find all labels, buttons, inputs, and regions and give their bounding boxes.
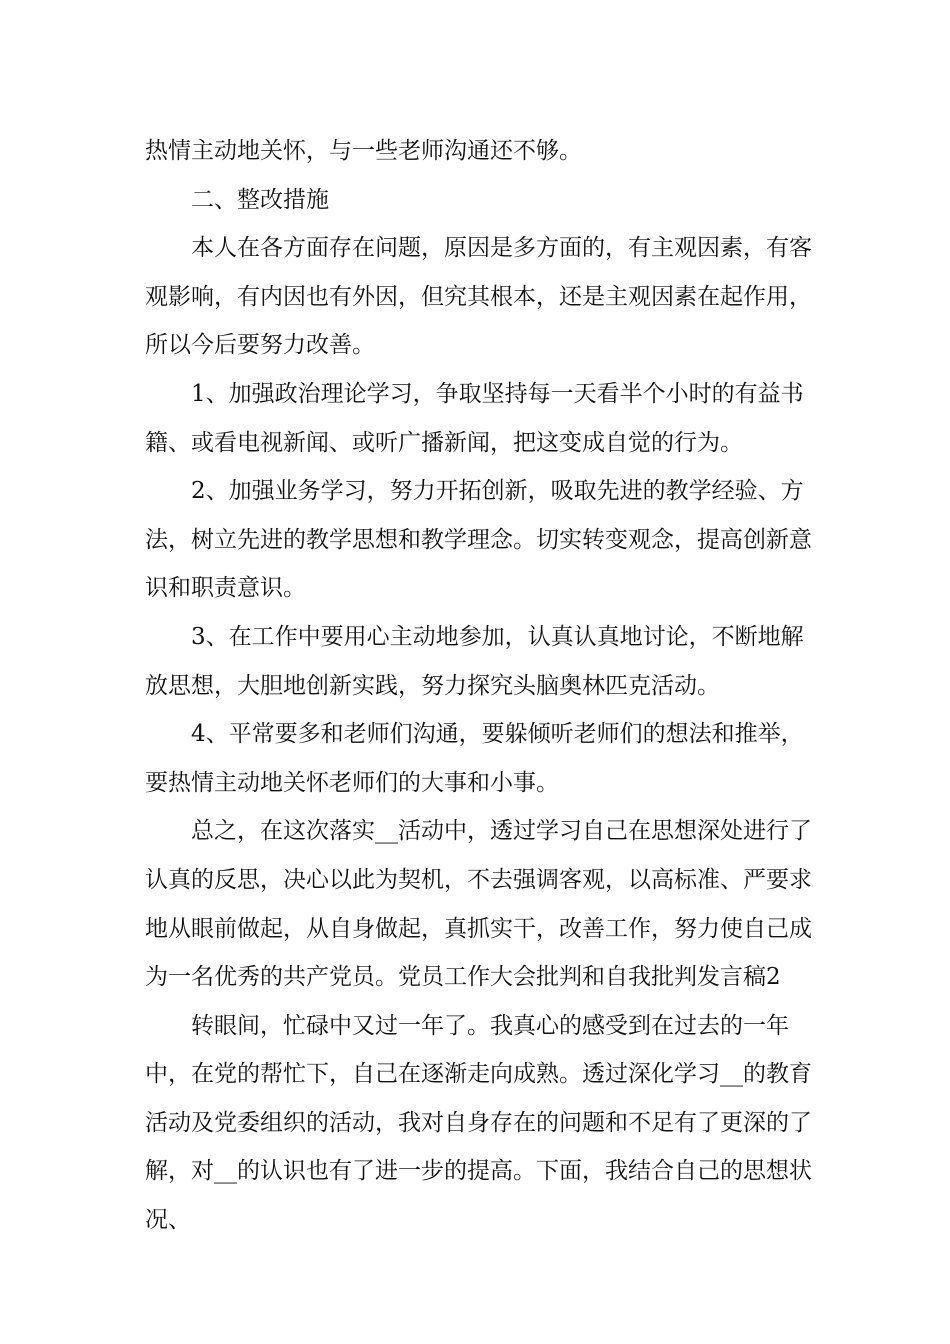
paragraph-measure-3: 3、在工作中要用心主动地参加，认真认真地讨论，不断地解放思想，大胆地创新实践，努力探究头脑奥林匹克活动。	[145, 623, 804, 699]
section-heading-rectification-measures: 二、整改措施	[191, 186, 329, 213]
document-body	[145, 127, 825, 1245]
paragraph-continuation: 热情主动地关怀，与一些老师沟通还不够。	[145, 138, 582, 164]
paragraph-measure-2: 2、加强业务学习，努力开拓创新，吸取先进的教学经验、方法，树立先进的教学思想和教学理念。切实转变观念，提高创新意识和职责意识。	[145, 478, 812, 602]
paragraph-causes: 本人在各方面存在问题，原因是多方面的，有主观因素，有客观影响，有内因也有外因，但究其根本，还是主观因素在起作用，所以今后要努力改善。	[145, 235, 812, 359]
paragraph-speech-2-intro: 转眼间，忙碌中又过一年了。我真心的感受到在过去的一年中，在党的帮忙下，自己在逐渐走向成熟。透过深化学习__的教育活动及党委组织的活动，我对自身存在的问题和不足有了更深的了解，对__的认识也有了进一步的提高。下面，我结合自己的思想状况、	[145, 1012, 812, 1234]
paragraph-measure-4: 4、平常要多和老师们沟通，要躲倾听老师们的想法和推举，要热情主动地关怀老师们的大事和小事。	[145, 721, 804, 796]
paragraph-measure-1: 1、加强政治理论学习，争取坚持每一天看半个小时的有益书籍、或看电视新闻、或听广播新闻，把这变成自觉的行为。	[145, 380, 804, 456]
paragraph-conclusion: 总之，在这次落实__活动中，透过学习自己在思想深处进行了认真的反思，决心以此为契机，不去强调客观，以高标准、严要求地从眼前做起，从自身做起，真抓实干，改善工作，努力使自己成为一名优秀的共产党员。党员工作大会批判和自我批判发言稿2	[145, 818, 812, 991]
